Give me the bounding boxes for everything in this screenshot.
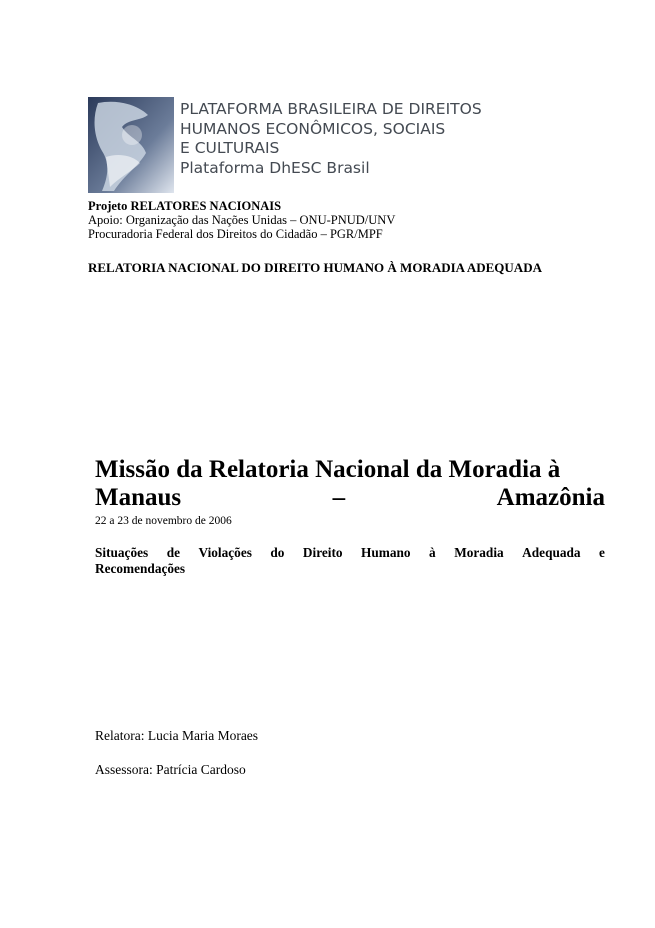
- project-label: Projeto: [88, 199, 128, 213]
- relatora: Relatora: Lucia Maria Moraes: [95, 728, 259, 743]
- title-city: Manaus: [95, 484, 182, 511]
- subtitle-word: de: [166, 545, 180, 560]
- subtitle-word: à: [429, 545, 436, 560]
- subtitle-word: e: [599, 545, 605, 560]
- relatoria-heading: RELATORIA NACIONAL DO DIREITO HUMANO À MORADIA ADEQUADA: [88, 260, 542, 275]
- document-subtitle: [95, 545, 605, 577]
- title-line-1: Missão da Relatoria Nacional da Moradia à: [95, 456, 561, 483]
- subtitle-word: Direito: [302, 545, 343, 560]
- logo-line-1: PLATAFORMA BRASILEIRA DE DIREITOS: [180, 100, 482, 118]
- subtitle-word: Situações: [95, 545, 149, 560]
- subtitle-word: Adequada: [522, 545, 581, 560]
- title-line-2: [95, 484, 605, 512]
- subtitle-word: Moradia: [454, 545, 504, 560]
- logo-line-4: Plataforma DhESC Brasil: [180, 158, 370, 177]
- document-title: [95, 456, 605, 512]
- logo-line-3: E CULTURAIS: [180, 139, 280, 157]
- logo: [88, 97, 488, 193]
- logo-line-2: HUMANOS ECONÔMICOS, SOCIAIS: [180, 119, 446, 138]
- subtitle-word: do: [270, 545, 285, 560]
- americas-map-logo-icon: [88, 97, 174, 193]
- title-region: Amazônia: [496, 484, 605, 511]
- project-title: [88, 199, 395, 213]
- subtitle-word: Humano: [361, 545, 411, 560]
- subtitle-word: Violações: [198, 545, 252, 560]
- project-agency: Procuradoria Federal dos Direitos do Cidadão – PGR/MPF: [88, 227, 383, 241]
- project-support: Apoio: Organização das Nações Unidas – ONU-PNUD/UNV: [88, 213, 396, 227]
- subtitle-line-1: [95, 545, 605, 561]
- project-name: RELATORES NACIONAIS: [130, 199, 282, 213]
- subtitle-line-2: Recomendações: [95, 561, 186, 576]
- assessora: Assessora: Patrícia Cardoso: [95, 762, 246, 777]
- title-dash: –: [332, 484, 346, 511]
- mission-date: 22 a 23 de novembro de 2006: [95, 515, 232, 527]
- project-info: [88, 199, 395, 241]
- logo-text: [180, 100, 482, 178]
